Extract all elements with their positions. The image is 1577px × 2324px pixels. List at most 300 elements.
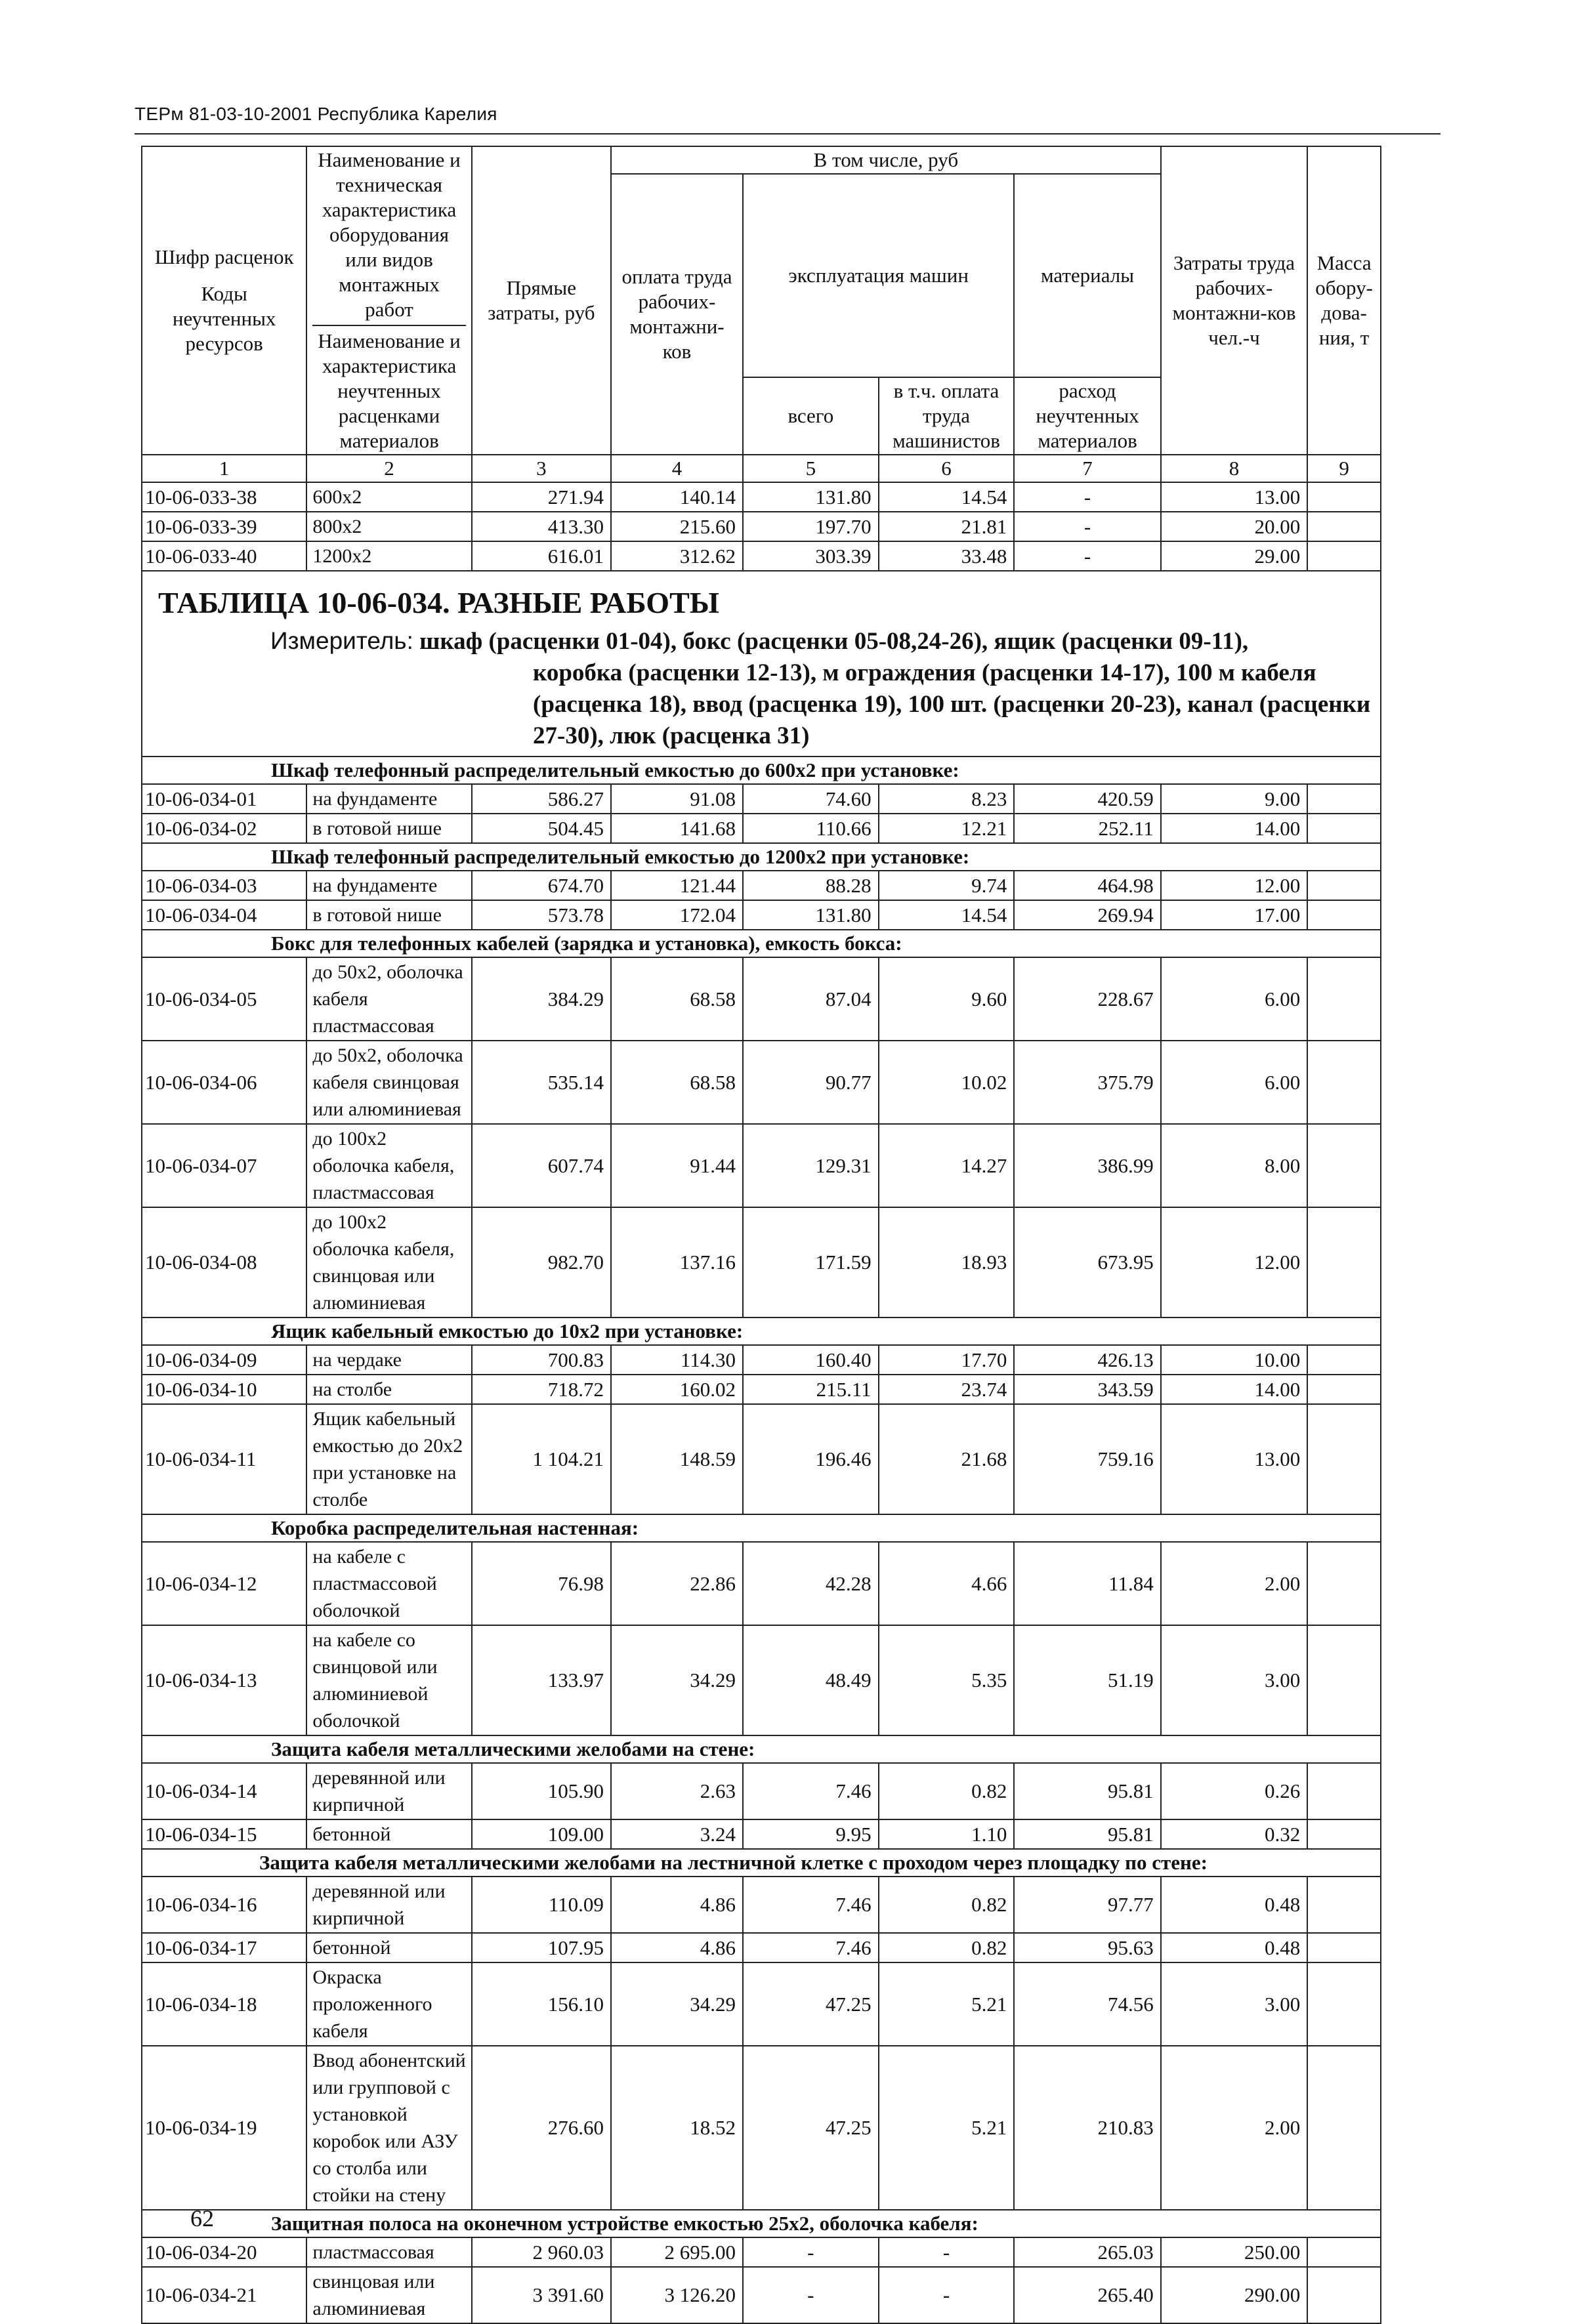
header-name [306, 146, 471, 455]
header-row-1 [142, 146, 1381, 174]
table-row [142, 814, 1381, 843]
table-row [142, 1041, 1381, 1124]
row-machine-cost: 131.80 [743, 900, 879, 930]
row-labor-hours: 6.00 [1161, 957, 1307, 1041]
row-machine-cost: 7.46 [743, 1877, 879, 1933]
row-mass [1307, 957, 1381, 1041]
table-row [142, 2237, 1381, 2267]
section-heading: Защита кабеля металлическими желобами на стене: [271, 1737, 755, 1760]
section-heading: Шкаф телефонный распределительный емкостью до 1200х2 при установке: [271, 845, 970, 868]
row-code: 10-06-034-02 [142, 814, 306, 843]
row-labor-hours: 2.00 [1161, 1542, 1307, 1625]
row-code: 10-06-034-01 [142, 784, 306, 814]
price-table [141, 146, 1381, 2324]
row-materials: 74.56 [1014, 1962, 1160, 2046]
row-labor-hours: 13.00 [1161, 1404, 1307, 1514]
table-row [142, 1542, 1381, 1625]
row-mass [1307, 1345, 1381, 1375]
row-machinist-labor: 5.21 [879, 1962, 1015, 2046]
row-labor-cost: 68.58 [611, 1041, 743, 1124]
row-machine-cost: 215.11 [743, 1375, 879, 1404]
row-code: 10-06-034-18 [142, 1962, 306, 2046]
measure-label: Измеритель: [270, 627, 413, 654]
row-code: 10-06-034-13 [142, 1625, 306, 1735]
row-machine-cost: 47.25 [743, 1962, 879, 2046]
row-mass [1307, 1962, 1381, 2046]
row-code: 10-06-034-07 [142, 1124, 306, 1207]
row-labor-hours: 250.00 [1161, 2237, 1307, 2267]
row-direct-cost: 2 960.03 [472, 2237, 611, 2267]
row-mass [1307, 814, 1381, 843]
header-rule [135, 133, 1440, 135]
row-materials: - [1014, 541, 1160, 571]
row-materials: 759.16 [1014, 1404, 1160, 1514]
row-machinist-labor: 18.93 [879, 1207, 1015, 1318]
row-machine-cost: - [743, 2237, 879, 2267]
row-materials: 265.40 [1014, 2267, 1160, 2323]
row-machinist-labor: 14.54 [879, 900, 1015, 930]
row-materials: 464.98 [1014, 871, 1160, 900]
row-machinist-labor: 1.10 [879, 1819, 1015, 1849]
row-code: 10-06-034-10 [142, 1375, 306, 1404]
row-machine-cost: 87.04 [743, 957, 879, 1041]
row-labor-hours: 0.48 [1161, 1933, 1307, 1962]
section-heading-cell [142, 1735, 1381, 1763]
row-materials: 673.95 [1014, 1207, 1160, 1318]
table-row [142, 1625, 1381, 1735]
price-table-sheet [141, 146, 1381, 2324]
row-direct-cost: 700.83 [472, 1345, 611, 1375]
section-heading-row [142, 1735, 1381, 1763]
section-heading: Ящик кабельный емкостью до 10х2 при установке: [271, 1319, 744, 1342]
measure-block [142, 620, 1380, 756]
section-heading-cell [142, 757, 1381, 784]
section-heading-row [142, 1849, 1381, 1877]
row-labor-cost: 148.59 [611, 1404, 743, 1514]
row-machinist-labor: 0.82 [879, 1763, 1015, 1819]
row-labor-hours: 6.00 [1161, 1041, 1307, 1124]
row-mass [1307, 482, 1381, 512]
row-materials: 252.11 [1014, 814, 1160, 843]
table-title: ТАБЛИЦА 10-06-034. РАЗНЫЕ РАБОТЫ [158, 586, 719, 619]
row-materials: 95.81 [1014, 1819, 1160, 1849]
column-number: 8 [1161, 455, 1307, 482]
row-labor-cost: 68.58 [611, 957, 743, 1041]
row-mass [1307, 1542, 1381, 1625]
column-number: 7 [1014, 455, 1160, 482]
row-machine-cost: 196.46 [743, 1404, 879, 1514]
column-number: 3 [472, 455, 611, 482]
row-mass [1307, 1877, 1381, 1933]
row-code: 10-06-034-04 [142, 900, 306, 930]
row-machinist-labor: 23.74 [879, 1375, 1015, 1404]
row-direct-cost: 110.09 [472, 1877, 611, 1933]
row-mass [1307, 1124, 1381, 1207]
section-heading: Защита кабеля металлическими желобами на лестничной клетке с проходом через площадку по стене: [259, 1851, 1208, 1874]
row-name: в готовой нише [306, 814, 471, 843]
row-labor-cost: 2 695.00 [611, 2237, 743, 2267]
row-machine-cost: 131.80 [743, 482, 879, 512]
row-name: до 100х2 оболочка кабеля, пластмассовая [306, 1124, 471, 1207]
page-number: 62 [190, 2205, 214, 2231]
header-group: В том числе, руб [611, 146, 1161, 174]
row-name: на кабеле с пластмассовой оболочкой [306, 1542, 471, 1625]
row-materials: 228.67 [1014, 957, 1160, 1041]
column-number: 1 [142, 455, 306, 482]
header-mach-total: всего [743, 377, 879, 455]
row-labor-hours: 2.00 [1161, 2046, 1307, 2210]
table-row [142, 541, 1381, 571]
row-code: 10-06-034-20 [142, 2237, 306, 2267]
row-labor-cost: 312.62 [611, 541, 743, 571]
row-materials: 386.99 [1014, 1124, 1160, 1207]
row-machinist-labor: - [879, 2267, 1015, 2323]
row-machine-cost: 48.49 [743, 1625, 879, 1735]
table-row [142, 871, 1381, 900]
row-labor-cost: 34.29 [611, 1625, 743, 1735]
row-labor-cost: 2.63 [611, 1763, 743, 1819]
row-direct-cost: 586.27 [472, 784, 611, 814]
section-heading-cell [142, 1514, 1381, 1542]
table-row [142, 2267, 1381, 2323]
row-code: 10-06-033-39 [142, 512, 306, 541]
row-materials: - [1014, 512, 1160, 541]
row-labor-hours: 12.00 [1161, 871, 1307, 900]
section-heading-row [142, 930, 1381, 957]
row-name: пластмассовая [306, 2237, 471, 2267]
header-name-top: Наименование и техническая характеристика оборудования или видов монтажных работ [312, 148, 465, 326]
row-machine-cost: 90.77 [743, 1041, 879, 1124]
header-mat: расход неучтенных материалов [1014, 377, 1160, 455]
running-header: ТЕРм 81-03-10-2001 Республика Карелия [135, 104, 497, 124]
row-machine-cost: 129.31 [743, 1124, 879, 1207]
row-machinist-labor: 5.35 [879, 1625, 1015, 1735]
table-row [142, 2046, 1381, 2210]
row-name: бетонной [306, 1819, 471, 1849]
row-machine-cost: 74.60 [743, 784, 879, 814]
row-materials: 375.79 [1014, 1041, 1160, 1124]
row-materials: 269.94 [1014, 900, 1160, 930]
row-mass [1307, 1375, 1381, 1404]
row-machinist-labor: 0.82 [879, 1877, 1015, 1933]
row-labor-cost: 160.02 [611, 1375, 743, 1404]
row-materials: 11.84 [1014, 1542, 1160, 1625]
table-row [142, 1345, 1381, 1375]
row-labor-hours: 17.00 [1161, 900, 1307, 930]
row-name: до 50х2, оболочка кабеля свинцовая или алюминиевая [306, 1041, 471, 1124]
row-labor-hours: 9.00 [1161, 784, 1307, 814]
row-direct-cost: 616.01 [472, 541, 611, 571]
row-materials: 210.83 [1014, 2046, 1160, 2210]
row-machinist-labor: 17.70 [879, 1345, 1015, 1375]
row-machinist-labor: 0.82 [879, 1933, 1015, 1962]
row-labor-cost: 121.44 [611, 871, 743, 900]
row-mass [1307, 1625, 1381, 1735]
table-row [142, 1962, 1381, 2046]
table-row [142, 1207, 1381, 1318]
table-title-cell [142, 571, 1381, 757]
row-labor-cost: 3 126.20 [611, 2267, 743, 2323]
row-direct-cost: 3 391.60 [472, 2267, 611, 2323]
row-code: 10-06-034-12 [142, 1542, 306, 1625]
row-name: на фундаменте [306, 784, 471, 814]
table-row [142, 1933, 1381, 1962]
row-name: на чердаке [306, 1345, 471, 1375]
row-labor-hours: 14.00 [1161, 814, 1307, 843]
row-labor-hours: 12.00 [1161, 1207, 1307, 1318]
header-code-top: Шифр расценок [154, 245, 294, 268]
row-code: 10-06-034-11 [142, 1404, 306, 1514]
row-direct-cost: 276.60 [472, 2046, 611, 2210]
row-mass [1307, 1933, 1381, 1962]
row-labor-cost: 91.08 [611, 784, 743, 814]
row-machinist-labor: 33.48 [879, 541, 1015, 571]
row-direct-cost: 107.95 [472, 1933, 611, 1962]
row-labor-hours: 13.00 [1161, 482, 1307, 512]
row-labor-hours: 14.00 [1161, 1375, 1307, 1404]
row-machinist-labor: 14.54 [879, 482, 1015, 512]
row-code: 10-06-034-17 [142, 1933, 306, 1962]
row-direct-cost: 109.00 [472, 1819, 611, 1849]
row-machine-cost: 47.25 [743, 2046, 879, 2210]
row-code: 10-06-034-03 [142, 871, 306, 900]
row-direct-cost: 535.14 [472, 1041, 611, 1124]
column-number: 9 [1307, 455, 1381, 482]
row-machinist-labor: - [879, 2237, 1015, 2267]
row-name: бетонной [306, 1933, 471, 1962]
row-machinist-labor: 9.74 [879, 871, 1015, 900]
section-heading-cell [142, 1318, 1381, 1345]
row-labor-cost: 215.60 [611, 512, 743, 541]
measure-text-2: коробка (расценки 12-13), м ограждения (расценки 14-17), 100 м кабеля (расценка 18), ввод (расценка 19), 100 шт. (расценки 20-23), канал (расценки 27-30), люк (расценка 31) [533, 659, 1371, 749]
row-direct-cost: 156.10 [472, 1962, 611, 2046]
row-direct-cost: 1 104.21 [472, 1404, 611, 1514]
row-machinist-labor: 14.27 [879, 1124, 1015, 1207]
row-name: Окраска проложенного кабеля [306, 1962, 471, 2046]
row-labor-hours: 290.00 [1161, 2267, 1307, 2323]
row-name: 800х2 [306, 512, 471, 541]
table-row [142, 1375, 1381, 1404]
row-mass [1307, 2046, 1381, 2210]
row-mass [1307, 1819, 1381, 1849]
table-row [142, 512, 1381, 541]
row-name: деревянной или кирпичной [306, 1763, 471, 1819]
row-name: до 50х2, оболочка кабеля пластмассовая [306, 957, 471, 1041]
table-row [142, 1763, 1381, 1819]
row-code: 10-06-034-14 [142, 1763, 306, 1819]
table-row [142, 784, 1381, 814]
row-labor-cost: 114.30 [611, 1345, 743, 1375]
row-labor-hours: 20.00 [1161, 512, 1307, 541]
row-direct-cost: 607.74 [472, 1124, 611, 1207]
row-mass [1307, 1404, 1381, 1514]
section-heading-cell [142, 2210, 1381, 2237]
row-name: свинцовая или алюминиевая [306, 2267, 471, 2323]
column-number: 6 [879, 455, 1015, 482]
row-machine-cost: 171.59 [743, 1207, 879, 1318]
row-mass [1307, 784, 1381, 814]
row-machine-cost: 7.46 [743, 1763, 879, 1819]
row-labor-cost: 18.52 [611, 2046, 743, 2210]
row-mass [1307, 1207, 1381, 1318]
row-labor-cost: 172.04 [611, 900, 743, 930]
table-row [142, 1404, 1381, 1514]
section-heading-row [142, 843, 1381, 871]
section-heading: Коробка распределительная настенная: [271, 1516, 639, 1539]
row-labor-cost: 141.68 [611, 814, 743, 843]
table-row [142, 1877, 1381, 1933]
row-name: до 100х2 оболочка кабеля, свинцовая или алюминиевая [306, 1207, 471, 1318]
row-machinist-labor: 4.66 [879, 1542, 1015, 1625]
row-labor-cost: 91.44 [611, 1124, 743, 1207]
row-machinist-labor: 9.60 [879, 957, 1015, 1041]
column-number: 5 [743, 455, 879, 482]
row-mass [1307, 1763, 1381, 1819]
row-machine-cost: 110.66 [743, 814, 879, 843]
row-code: 10-06-034-21 [142, 2267, 306, 2323]
row-labor-cost: 34.29 [611, 1962, 743, 2046]
row-direct-cost: 384.29 [472, 957, 611, 1041]
row-direct-cost: 133.97 [472, 1625, 611, 1735]
row-materials: 343.59 [1014, 1375, 1160, 1404]
row-materials: - [1014, 482, 1160, 512]
row-labor-hours: 8.00 [1161, 1124, 1307, 1207]
row-labor-hours: 29.00 [1161, 541, 1307, 571]
header-labor: оплата труда рабочих-монтажни-ков [611, 174, 743, 455]
row-name: Ящик кабельный емкостью до 20х2 при установке на столбе [306, 1404, 471, 1514]
table-row [142, 1124, 1381, 1207]
table-row [142, 1819, 1381, 1849]
row-labor-hours: 3.00 [1161, 1625, 1307, 1735]
row-machine-cost: - [743, 2267, 879, 2323]
row-code: 10-06-034-06 [142, 1041, 306, 1124]
section-heading: Бокс для телефонных кабелей (зарядка и установка), емкость бокса: [271, 932, 902, 955]
section-heading-row [142, 757, 1381, 784]
row-machinist-labor: 21.81 [879, 512, 1015, 541]
row-code: 10-06-034-16 [142, 1877, 306, 1933]
row-direct-cost: 504.45 [472, 814, 611, 843]
row-labor-cost: 22.86 [611, 1542, 743, 1625]
row-labor-cost: 3.24 [611, 1819, 743, 1849]
row-machine-cost: 88.28 [743, 871, 879, 900]
row-code: 10-06-034-08 [142, 1207, 306, 1318]
row-name: на кабеле со свинцовой или алюминиевой оболочкой [306, 1625, 471, 1735]
table-row [142, 900, 1381, 930]
row-materials: 51.19 [1014, 1625, 1160, 1735]
row-name: 1200х2 [306, 541, 471, 571]
row-machinist-labor: 8.23 [879, 784, 1015, 814]
row-code: 10-06-034-09 [142, 1345, 306, 1375]
row-name: 600х2 [306, 482, 471, 512]
row-code: 10-06-034-19 [142, 2046, 306, 2210]
row-labor-cost: 137.16 [611, 1207, 743, 1318]
row-materials: 420.59 [1014, 784, 1160, 814]
row-name: деревянной или кирпичной [306, 1877, 471, 1933]
row-code: 10-06-034-05 [142, 957, 306, 1041]
column-number-row [142, 455, 1381, 482]
row-direct-cost: 718.72 [472, 1375, 611, 1404]
row-machine-cost: 7.46 [743, 1933, 879, 1962]
header-code-bottom: Коды неучтенных ресурсов [172, 282, 276, 355]
table-row [142, 482, 1381, 512]
header-hours: Затраты труда рабочих-монтажни-ков чел.-ч [1161, 146, 1307, 455]
row-mass [1307, 541, 1381, 571]
row-direct-cost: 76.98 [472, 1542, 611, 1625]
row-mass [1307, 2237, 1381, 2267]
row-labor-hours: 10.00 [1161, 1345, 1307, 1375]
row-machine-cost: 303.39 [743, 541, 879, 571]
header-materials: материалы [1014, 174, 1160, 377]
row-mass [1307, 871, 1381, 900]
row-materials: 97.77 [1014, 1877, 1160, 1933]
row-name: на фундаменте [306, 871, 471, 900]
row-labor-hours: 3.00 [1161, 1962, 1307, 2046]
column-number: 2 [306, 455, 471, 482]
row-labor-cost: 140.14 [611, 482, 743, 512]
section-heading-cell [142, 930, 1381, 957]
column-number: 4 [611, 455, 743, 482]
header-name-bottom: Наименование и характеристика неучтенных расценками материалов [318, 329, 461, 452]
row-name: в готовой нише [306, 900, 471, 930]
row-direct-cost: 413.30 [472, 512, 611, 541]
row-direct-cost: 573.78 [472, 900, 611, 930]
row-machinist-labor: 12.21 [879, 814, 1015, 843]
row-code: 10-06-033-40 [142, 541, 306, 571]
row-direct-cost: 982.70 [472, 1207, 611, 1318]
measure-text-1: шкаф (расценки 01-04), бокс (расценки 05-08,24-26), ящик (расценки 09-11), [419, 628, 1249, 655]
row-labor-cost: 4.86 [611, 1877, 743, 1933]
row-labor-cost: 4.86 [611, 1933, 743, 1962]
header-mass: Масса обору-дова-ния, т [1307, 146, 1381, 455]
row-materials: 95.63 [1014, 1933, 1160, 1962]
section-heading-row [142, 2210, 1381, 2237]
section-heading: Шкаф телефонный распределительный емкостью до 600х2 при установке: [271, 758, 959, 781]
row-labor-hours: 0.48 [1161, 1877, 1307, 1933]
row-direct-cost: 105.90 [472, 1763, 611, 1819]
row-machinist-labor: 21.68 [879, 1404, 1015, 1514]
row-direct-cost: 674.70 [472, 871, 611, 900]
section-heading-cell [142, 843, 1381, 871]
row-labor-hours: 0.32 [1161, 1819, 1307, 1849]
row-mass [1307, 900, 1381, 930]
row-mass [1307, 2267, 1381, 2323]
row-machinist-labor: 10.02 [879, 1041, 1015, 1124]
row-machine-cost: 197.70 [743, 512, 879, 541]
row-machine-cost: 42.28 [743, 1542, 879, 1625]
row-machine-cost: 9.95 [743, 1819, 879, 1849]
row-materials: 265.03 [1014, 2237, 1160, 2267]
header-mach-labor: в т.ч. оплата труда машинистов [879, 377, 1015, 455]
row-code: 10-06-034-15 [142, 1819, 306, 1849]
section-heading-row [142, 1514, 1381, 1542]
header-direct: Прямые затраты, руб [472, 146, 611, 455]
row-machinist-labor: 5.21 [879, 2046, 1015, 2210]
row-labor-hours: 0.26 [1161, 1763, 1307, 1819]
section-heading: Защитная полоса на оконечном устройстве емкостью 25х2, оболочка кабеля: [271, 2212, 978, 2235]
table-row [142, 957, 1381, 1041]
section-heading-row [142, 1318, 1381, 1345]
row-materials: 95.81 [1014, 1763, 1160, 1819]
row-name: Ввод абонентский или групповой с установкой коробок или АЗУ со столба или стойки на стену [306, 2046, 471, 2210]
row-mass [1307, 1041, 1381, 1124]
header-code [142, 146, 306, 455]
section-heading-cell [142, 1849, 1381, 1877]
row-mass [1307, 512, 1381, 541]
row-code: 10-06-033-38 [142, 482, 306, 512]
row-name: на столбе [306, 1375, 471, 1404]
header-machines: эксплуатация машин [743, 174, 1014, 377]
row-direct-cost: 271.94 [472, 482, 611, 512]
